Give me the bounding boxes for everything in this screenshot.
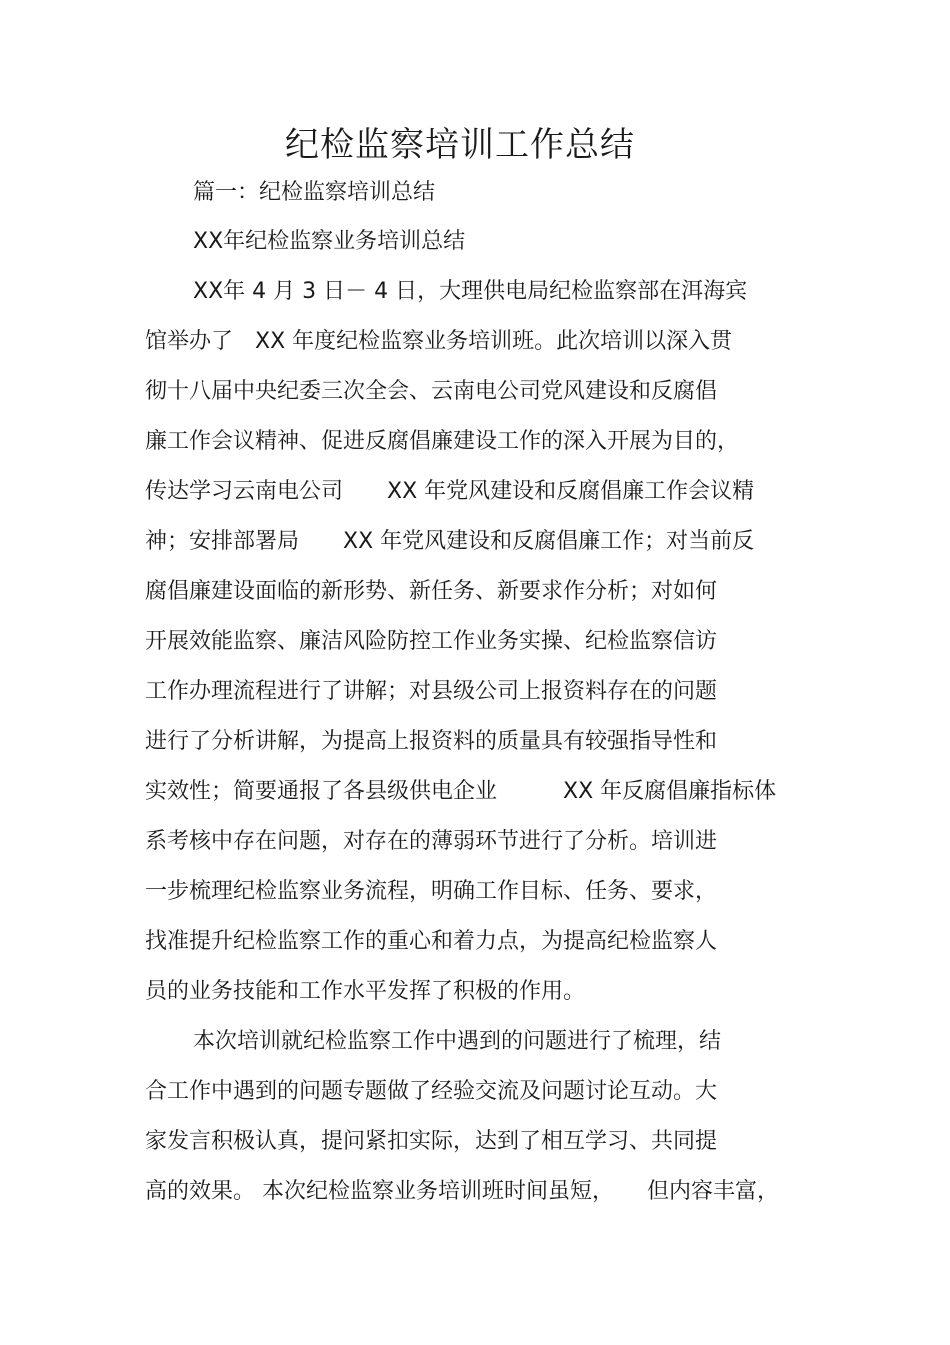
section-heading: XX年纪检监察业务培训总结 (193, 229, 466, 254)
paragraph-line: 合工作中遇到的问题专题做了经验交流及问题讨论互动。大 (145, 1079, 718, 1104)
document-title: 纪检监察培训工作总结 (285, 125, 635, 165)
paragraph-line: 神；安排部署局 XX 年党风建设和反腐倡廉工作；对当前反 (145, 529, 755, 554)
paragraph-line: 彻十八届中央纪委三次全会、云南电公司党风建设和反腐倡 (145, 379, 718, 404)
paragraph-line: XX年 4 月 3 日－ 4 日，大理供电局纪检监察部在洱海宾 (193, 279, 748, 304)
paragraph-line: 开展效能监察、廉洁风险防控工作业务实操、纪检监察信访 (145, 629, 718, 654)
paragraph-line: 找准提升纪检监察工作的重心和着力点，为提高纪检监察人 (145, 929, 718, 954)
paragraph-line: 传达学习云南电公司 XX 年党风建设和反腐倡廉工作会议精 (145, 479, 755, 504)
paragraph-line: 员的业务技能和工作水平发挥了积极的作用。 (145, 979, 586, 1004)
paragraph-line: 系考核中存在问题，对存在的薄弱环节进行了分析。培训进 (145, 829, 718, 854)
paragraph-line: 馆举办了 XX 年度纪检监察业务培训班。此次培训以深入贯 (145, 329, 733, 354)
paragraph-line: 进行了分析讲解，为提高上报资料的质量具有较强指导性和 (145, 729, 718, 754)
paragraph-line: 家发言积极认真，提问紧扣实际，达到了相互学习、共同提 (145, 1129, 718, 1154)
paragraph-line: 腐倡廉建设面临的新形势、新任务、新要求作分析；对如何 (145, 579, 718, 604)
paragraph-line: 工作办理流程进行了讲解；对县级公司上报资料存在的问题 (145, 679, 718, 704)
paragraph-line: 一步梳理纪检监察业务流程，明确工作目标、任务、要求， (145, 879, 718, 904)
paragraph-line: 本次培训就纪检监察工作中遇到的问题进行了梳理，结 (193, 1029, 722, 1054)
paragraph-line: 高的效果。 本次纪检监察业务培训班时间虽短， 但内容丰富， (145, 1179, 779, 1204)
paragraph-line: 实效性；简要通报了各县级供电企业 XX 年反腐倡廉指标体 (145, 779, 777, 804)
section-subtitle: 篇一：纪检监察培训总结 (193, 180, 436, 205)
paragraph-line: 廉工作会议精神、促进反腐倡廉建设工作的深入开展为目的， (145, 429, 740, 454)
